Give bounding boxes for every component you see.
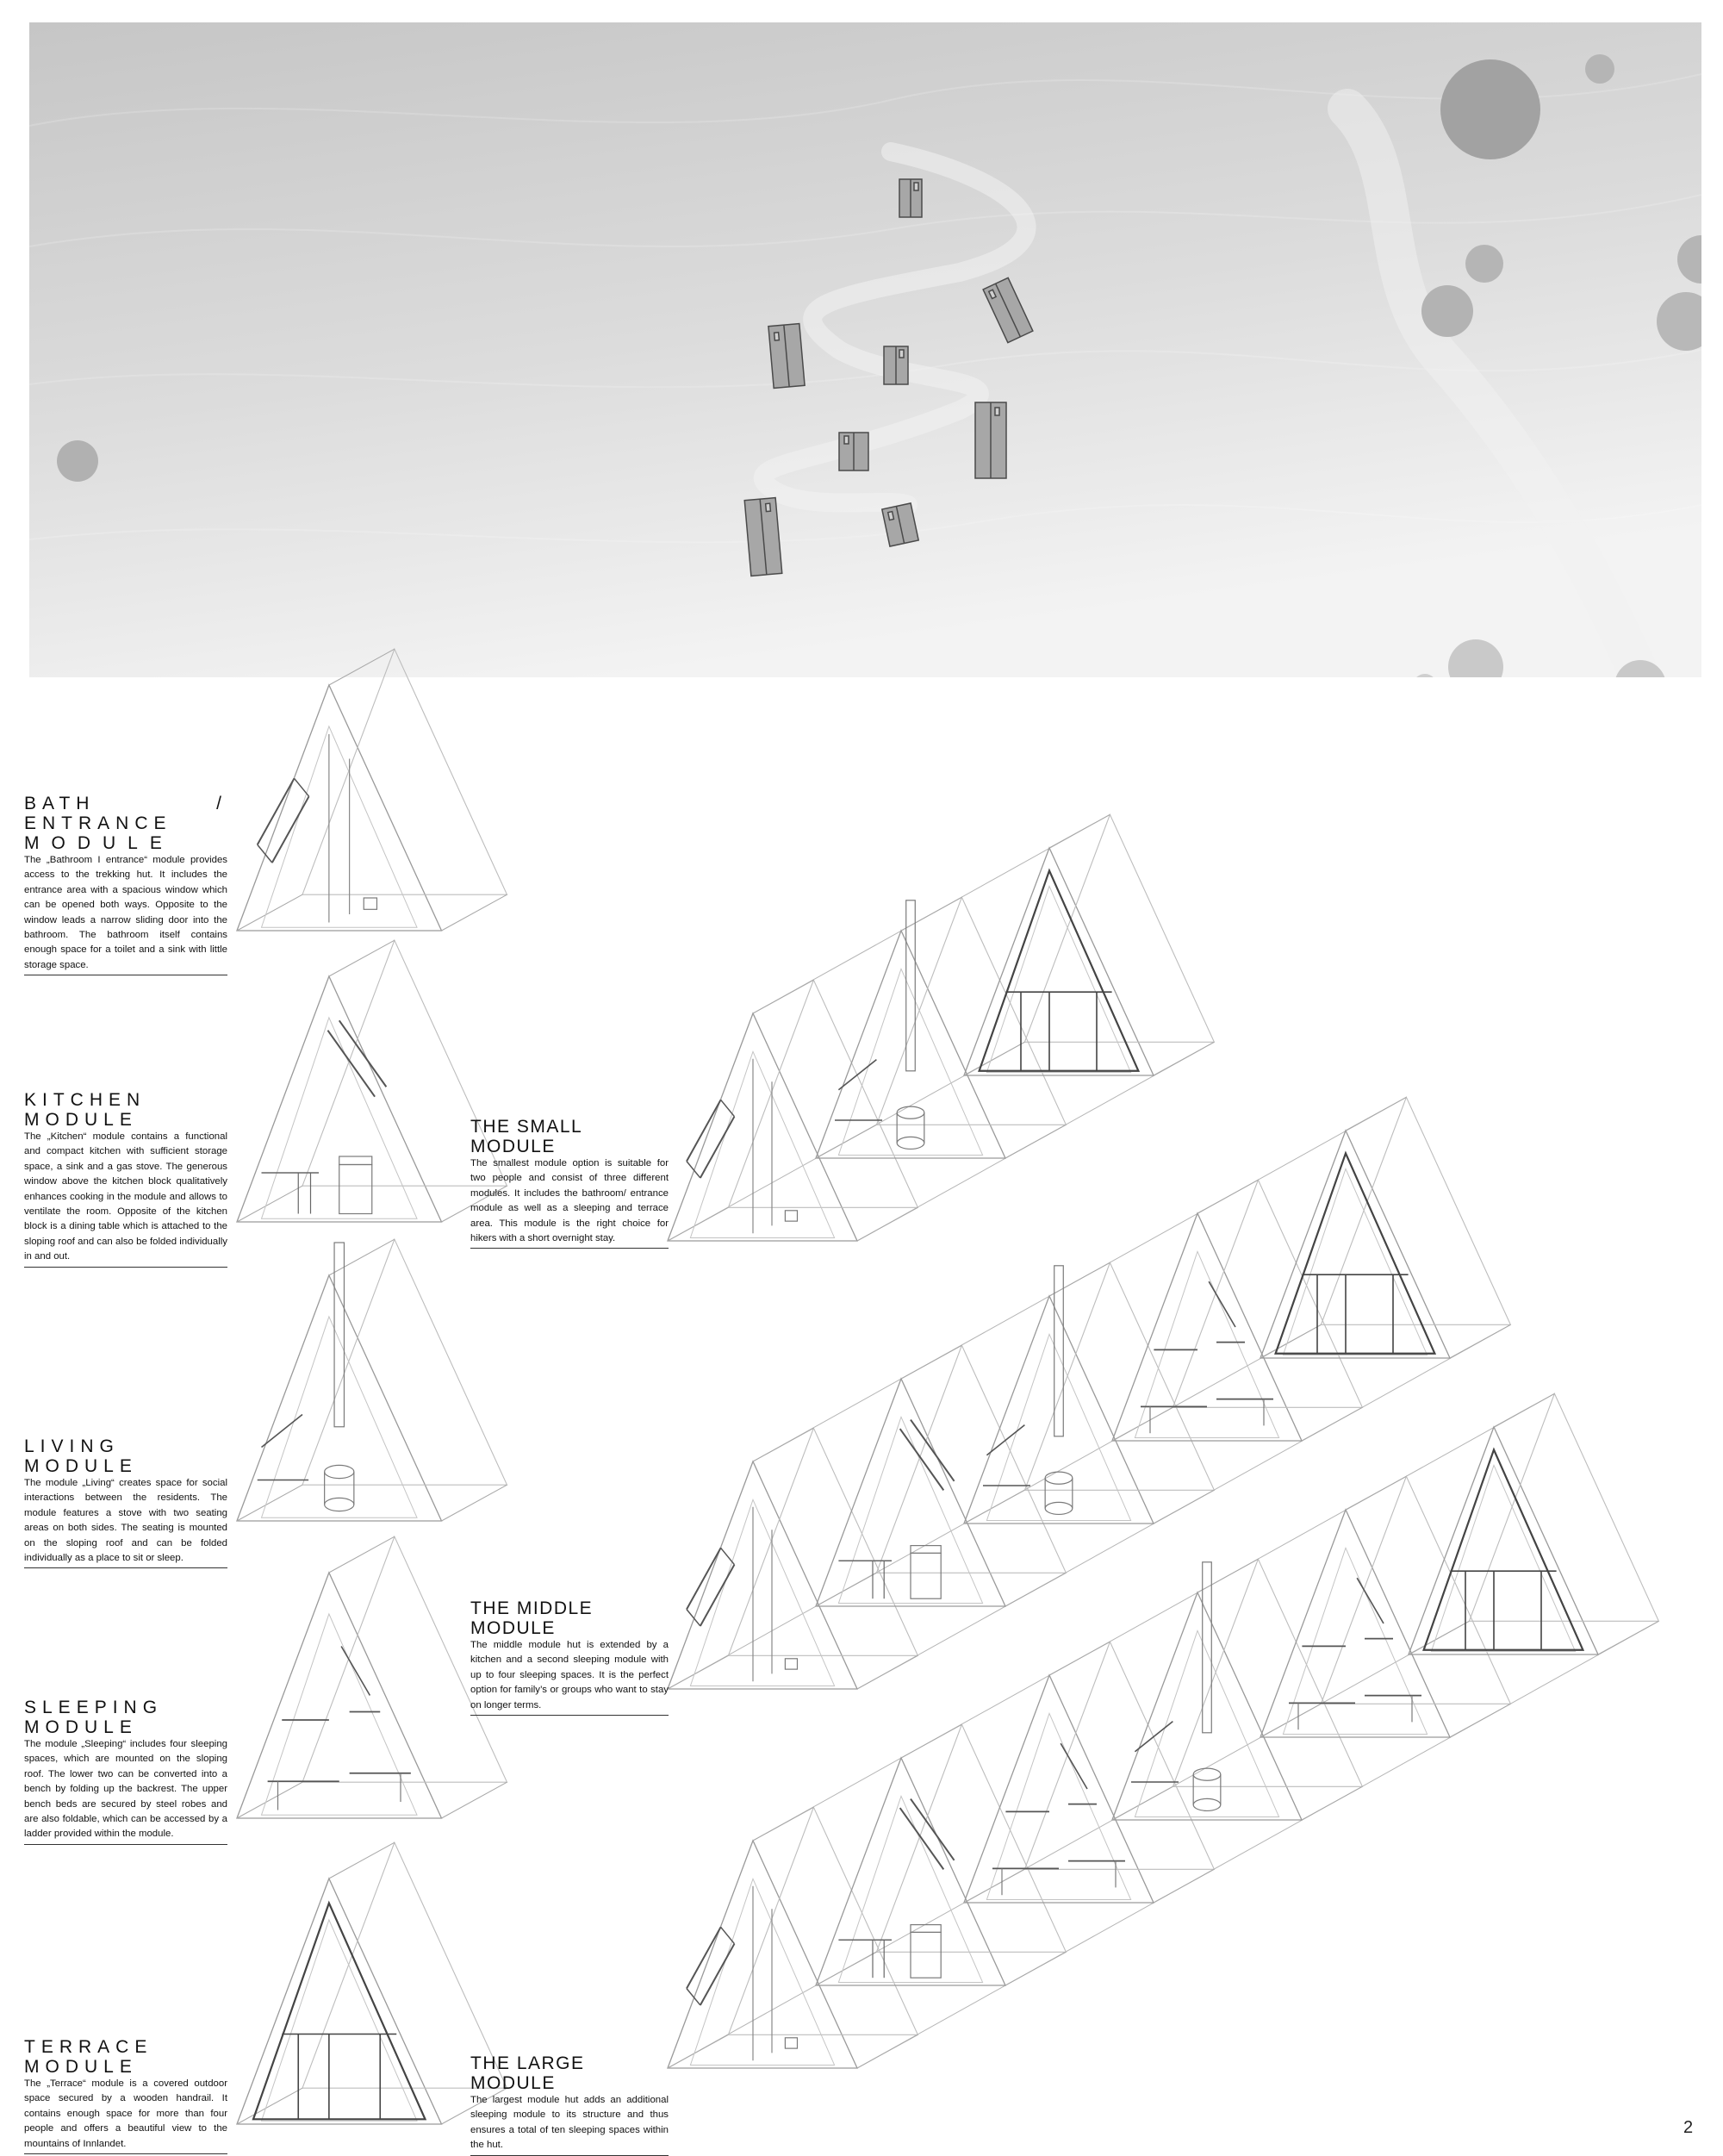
configuration-title: THE LARGE MODULE [470,2053,585,2093]
module-description: The module „Living“ creates space for social interactions between the residents. The module features a stove with two seating areas on both sides. The seating is mounted on the sloping roof and can be folded individually as a place to sit or sleep. [24,1478,227,1564]
page-number: 2 [1683,2118,1694,2137]
assembly-module-kitchen [816,1345,1066,1606]
assembly-module-terrace [1409,1393,1658,1654]
middle-module-assembly [668,1097,1510,1689]
assembly-module-bath [668,980,917,1241]
living-module-block [24,1436,227,1568]
configuration-description: The middle module hut is extended by a kitchen and a second sleeping module with up to four sleeping spaces. It is the perfect option for family’s or groups who want to stay on longer terms. [470,1640,669,1710]
sleeping-module-drawing [237,1536,507,1818]
terrace-module-drawing [237,1842,507,2124]
assembly-module-sleeping [1112,1180,1362,1441]
module-title: LIVING MODULE [24,1436,138,1476]
assembly-module-sleeping [964,1642,1214,1903]
module-description: The „Bathroom I entrance“ module provides access to the trekking hut. It includes the entrance area with a spacious window which can be opened both ways. Opposite to the window leads a narrow sliding door into the bathroom. The bathroom itself contains enough space for a toilet and a sink with little storage space. [24,855,227,970]
bath-entrance-module-drawing [237,649,507,931]
sleeping-module-block [24,1698,227,1845]
small-module-block [470,1117,669,1249]
large-module-block [470,2053,669,2156]
assembly-module-living [964,1262,1214,1524]
module-title: KITCHEN MODULE [24,1090,146,1130]
terrace-module-block [24,2037,227,2154]
bath-entrance-module-block [24,794,227,975]
assembly-module-living [816,897,1066,1158]
module-title: BATH / ENTRANCE [24,794,227,833]
assembly-module-living [1112,1559,1362,1820]
small-module-assembly [668,814,1214,1241]
large-module-assembly [668,1393,1658,2068]
assembly-module-sleeping [1260,1476,1510,1737]
assembly-module-bath [668,1807,917,2068]
living-module-drawing [237,1239,507,1521]
assembly-module-terrace [1260,1097,1510,1358]
assembly-module-kitchen [816,1724,1066,1985]
assembly-module-bath [668,1428,917,1689]
kitchen-module-block [24,1090,227,1268]
middle-module-block [470,1598,669,1716]
module-description: The „Terrace“ module is a covered outdoor space secured by a wooden handrail. It contains enough space for more than four people and offers a beautiful view to the mountains of Innlandet. [24,2078,227,2149]
configuration-description: The smallest module option is suitable for two people and consist of three different modules. It includes the bathroom/ entrance module as well as a sleeping and terrace area. This module is the right choice for hikers with a short overnight stay. [470,1158,669,1244]
module-description: The „Kitchen“ module contains a functional and compact kitchen with sufficient storage space, a sink and a gas stove. The generous window above the kitchen block qualitatively enhances cooking in the module and allows to ventilate the room. Opposite of the kitchen block is a dining table which is attached to the sloping roof and can also be folded individually in and out. [24,1131,227,1262]
module-title: TERRACE MODULE [24,2037,153,2077]
module-description: The module „Sleeping“ includes four sleeping spaces, which are mounted on the sloping roof. The lower two can be converted into a bench by folding up the backrest. The upper bench beds are secured by steel robes and are also foldable, which can be accessed by a ladder provided within the module. [24,1739,227,1840]
configuration-description: The largest module hut adds an additional sleeping module to its structure and thus ensures a total of ten sleeping spaces within the hut. [470,2095,669,2151]
assembly-module-terrace [964,814,1214,1075]
module-title: SLEEPING MODULE [24,1698,164,1737]
configuration-title: THE SMALL MODULE [470,1117,582,1156]
module-title-line2: MODULE [24,833,174,853]
kitchen-module-drawing [237,940,507,1222]
configuration-title: THE MIDDLE MODULE [470,1598,594,1638]
